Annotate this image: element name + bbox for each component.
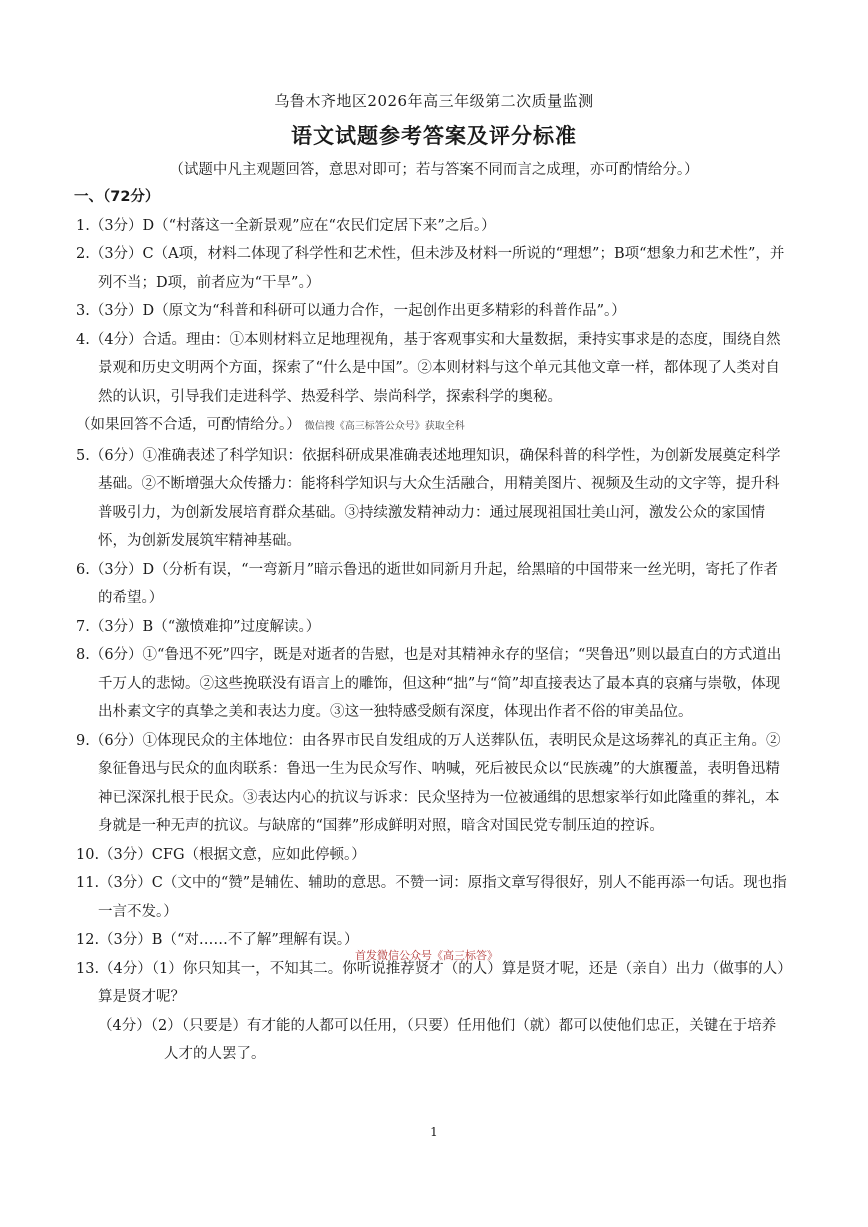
answer-item-4: 4.（4分）合适。理由：①本则材料立足地理视角，基于客观事实和大量数据，秉持实事求是的态度，围绕自然景观和历史文明两个方面，探索了“什么是中国”。②本则材料与这个单元其他文章一样，都体现了人类对自然的认识，引导我们走进科学、热爱科学、崇尚科学，探索科学的奥秘。 (76, 331, 781, 405)
answer-item-6: 6.（3分）D（分析有误，“一弯新月”暗示鲁迅的逝世如同新月升起，给黑暗的中国带来一丝光明，寄托了作者的希望。） (76, 561, 779, 606)
page-number: 1 (430, 1125, 438, 1139)
answer-item-5: 5.（6分）①准确表述了科学知识：依据科研成果准确表述地理知识，确保科普的科学性，为创新发展奠定科学基础。②不断增强大众传播力：能将科学知识与大众生活融合，用精美图片、视频及生动的文字等，提升科普吸引力，为创新发展培育群众基础。③持续激发精神动力：通过展现祖国壮美山河，激发公众的家国情怀，为创新发展筑牢精神基础。 (76, 447, 781, 549)
answer-item-2: 2.（3分）C（A项，材料二体现了科学性和艺术性，但未涉及材料一所说的“理想”；B项“想象力和艺术性”，并列不当；D项，前者应为“干旱”。） (76, 246, 785, 291)
watermark-wechat-search: 微信搜《高三标答公众号》获取全科 (304, 421, 465, 432)
answer-item-4-note-line (76, 411, 790, 442)
answer-item-8: 8.（6分）①“鲁迅不死”四字，既是对逝者的告慰，也是对其精神永存的坚信；“哭鲁迅”则以最直白的方式道出千万人的悲恸。②这些挽联没有语言上的雕饰，但这种“拙”与“简”却直接表达了最本真的哀痛与崇敬，体现出朴素文字的真挚之美和表达力度。③这一独特感受颇有深度，体现出作者不俗的审美品位。 (76, 647, 782, 720)
document-title: 语文试题参考答案及评分标准 (291, 124, 577, 148)
answer-list (76, 183, 790, 1069)
answer-item-10: 10.（3分）CFG（根据文意，应如此停顿。） (76, 846, 366, 863)
answer-item-3: 3.（3分）D（原文为“科普和科研可以通力合作，一起创作出更多精彩的科普作品”。） (76, 303, 626, 319)
section-heading: 一、（72分） (74, 189, 160, 205)
exam-title: 乌鲁木齐地区2026年高三年级第二次质量监测 (274, 92, 594, 110)
answer-item-7: 7.（3分）B（“激愤难抑”过度解读。） (76, 618, 321, 635)
answer-item-13-part-2: （4分）（2）（只要是）有才能的人都可以任用，（只要）任用他们（就）都可以使他们忠正，关键在于培养人才的人罢了。 (98, 1017, 777, 1062)
watermark-wechat-account: 首发微信公众号《高三标答》 (355, 949, 498, 962)
answer-item-11: 11.（3分）C（文中的“赞”是辅佐、辅助的意思。不赞一词：原指文章写得很好，别人不能再添一句话。现也指一言不发。） (76, 875, 787, 920)
answer-item-12: 12.（3分）B（“对……不了解”理解有误。） (76, 932, 359, 948)
answer-item-1: 1.（3分）D（“村落这一全新景观”应在“农民们定居下来”之后。） (76, 217, 496, 234)
grading-instruction: （试题中凡主观题回答，意思对即可；若与答案不同而言之成理，亦可酌情给分。） (169, 162, 699, 178)
answer-item-13-part-1: 13.（4分）（1）你只知其一，不知其二。你听说推荐贤才（的人）算是贤才呢，还是（亲自）出力（做事的人）算是贤才呢？ (76, 960, 785, 1005)
answer-item-4-note: （如果回答不合适，可酌情给分。） (76, 417, 301, 433)
answer-item-9: 9.（6分）①体现民众的主体地位：由各界市民自发组成的万人送葬队伍，表明民众是这场葬礼的真正主角。②象征鲁迅与民众的血肉联系：鲁迅一生为民众写作、呐喊，死后被民众以“民族魂”的大旗覆盖，表明鲁迅精神已深深扎根于民众。③表达内心的抗议与诉求：民众坚持为一位被通缉的思想家举行如此隆重的葬礼，本身就是一种无声的抗议。与缺席的“国葬”形成鲜明对照，暗含对国民党专制压迫的控诉。 (76, 732, 781, 834)
